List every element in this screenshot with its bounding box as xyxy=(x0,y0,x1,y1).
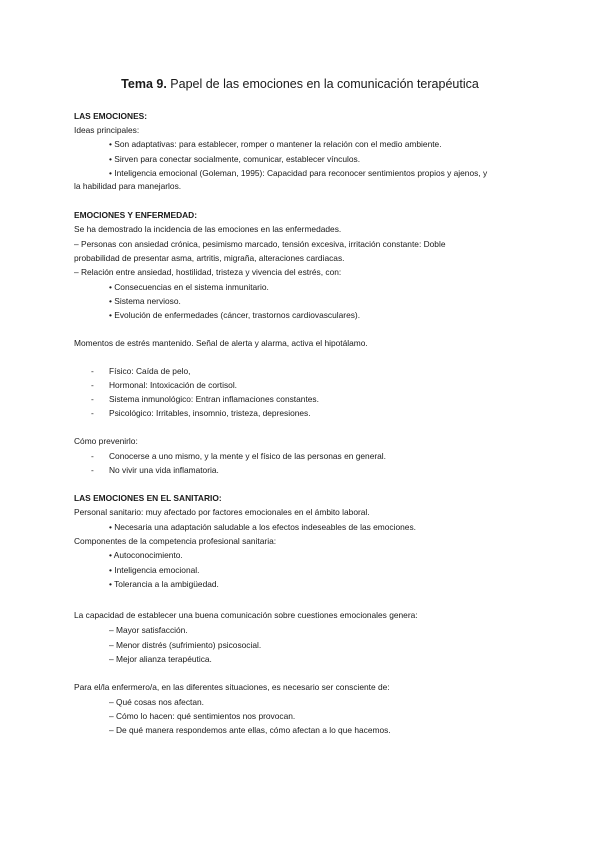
section-subheading: Ideas principales: xyxy=(74,125,140,135)
bullet-item: • Evolución de enfermedades (cáncer, trastornos cardiovasculares). xyxy=(109,310,361,320)
paragraph-line: Cómo prevenirlo: xyxy=(74,436,138,446)
list-item: – Mejor alianza terapéutica. xyxy=(109,654,212,664)
paragraph-line: Se ha demostrado la incidencia de las emociones en las enfermedades. xyxy=(74,224,342,234)
paragraph-line: Momentos de estrés mantenido. Señal de alerta y alarma, activa el hipotálamo. xyxy=(74,338,368,348)
dash-marker: - xyxy=(91,465,94,475)
bullet-item: • Sirven para conectar socialmente, comunicar, establecer vínculos. xyxy=(109,154,361,164)
section-heading-sanitario: LAS EMOCIONES EN EL SANITARIO: xyxy=(74,493,222,503)
list-item: – Qué cosas nos afectan. xyxy=(109,697,204,707)
title-text: Papel de las emociones en la comunicación terapéutica xyxy=(170,77,479,91)
paragraph-line: – Relación entre ansiedad, hostilidad, tristeza y vivencia del estrés, con: xyxy=(74,267,342,277)
dash-marker: - xyxy=(91,451,94,461)
bullet-item: • Inteligencia emocional. xyxy=(109,565,200,575)
paragraph-line: probabilidad de presentar asma, artritis, migraña, alteraciones cardiacas. xyxy=(74,253,345,263)
paragraph-line: Para el/la enfermero/a, en las diferentes situaciones, es necesario ser consciente de: xyxy=(74,682,390,692)
paragraph-line: – Personas con ansiedad crónica, pesimismo marcado, tensión excesiva, irritación constante: Doble xyxy=(74,239,446,249)
dash-marker: - xyxy=(91,408,94,418)
bullet-item: • Autoconocimiento. xyxy=(109,550,183,560)
dash-marker: - xyxy=(91,394,94,404)
paragraph-line: Componentes de la competencia profesional sanitaria: xyxy=(74,536,277,546)
bullet-item: • Sistema nervioso. xyxy=(109,296,181,306)
bullet-item: • Consecuencias en el sistema inmunitario. xyxy=(109,282,269,292)
list-item: Sistema inmunológico: Entran inflamaciones constantes. xyxy=(109,394,319,404)
list-item: Hormonal: Intoxicación de cortisol. xyxy=(109,380,238,390)
bullet-item: • Necesaria una adaptación saludable a los efectos indeseables de las emociones. xyxy=(109,522,416,532)
bullet-item: • Tolerancia a la ambigüedad. xyxy=(109,579,219,589)
dash-marker: - xyxy=(91,380,94,390)
bullet-item: • Inteligencia emocional (Goleman, 1995): Capacidad para reconocer sentimientos propios y ajenos, y xyxy=(109,168,488,178)
list-item: Conocerse a uno mismo, y la mente y el físico de las personas en general. xyxy=(109,451,386,461)
section-heading-emociones: LAS EMOCIONES: xyxy=(74,111,148,121)
bullet-item: • Son adaptativas: para establecer, romper o mantener la relación con el medio ambiente. xyxy=(109,139,442,149)
section-heading-enfermedad: EMOCIONES Y ENFERMEDAD: xyxy=(74,210,198,220)
dash-marker: - xyxy=(91,366,94,376)
list-item: – Mayor satisfacción. xyxy=(109,625,188,635)
list-item: No vivir una vida inflamatoria. xyxy=(109,465,219,475)
title-number: Tema 9. xyxy=(121,77,167,91)
list-item: – Menor distrés (sufrimiento) psicosocial. xyxy=(109,640,262,650)
page-title xyxy=(0,76,600,92)
list-item: Físico: Caída de pelo, xyxy=(109,366,191,376)
paragraph-line: Personal sanitario: muy afectado por factores emocionales en el ámbito laboral. xyxy=(74,507,370,517)
list-item: Psicológico: Irritables, insomnio, tristeza, depresiones. xyxy=(109,408,311,418)
list-item: – Cómo lo hacen: qué sentimientos nos provocan. xyxy=(109,711,296,721)
paragraph-line: La capacidad de establecer una buena comunicación sobre cuestiones emocionales genera: xyxy=(74,610,418,620)
bullet-continuation: la habilidad para manejarlos. xyxy=(74,181,182,191)
list-item: – De qué manera respondemos ante ellas, cómo afectan a lo que hacemos. xyxy=(109,725,391,735)
